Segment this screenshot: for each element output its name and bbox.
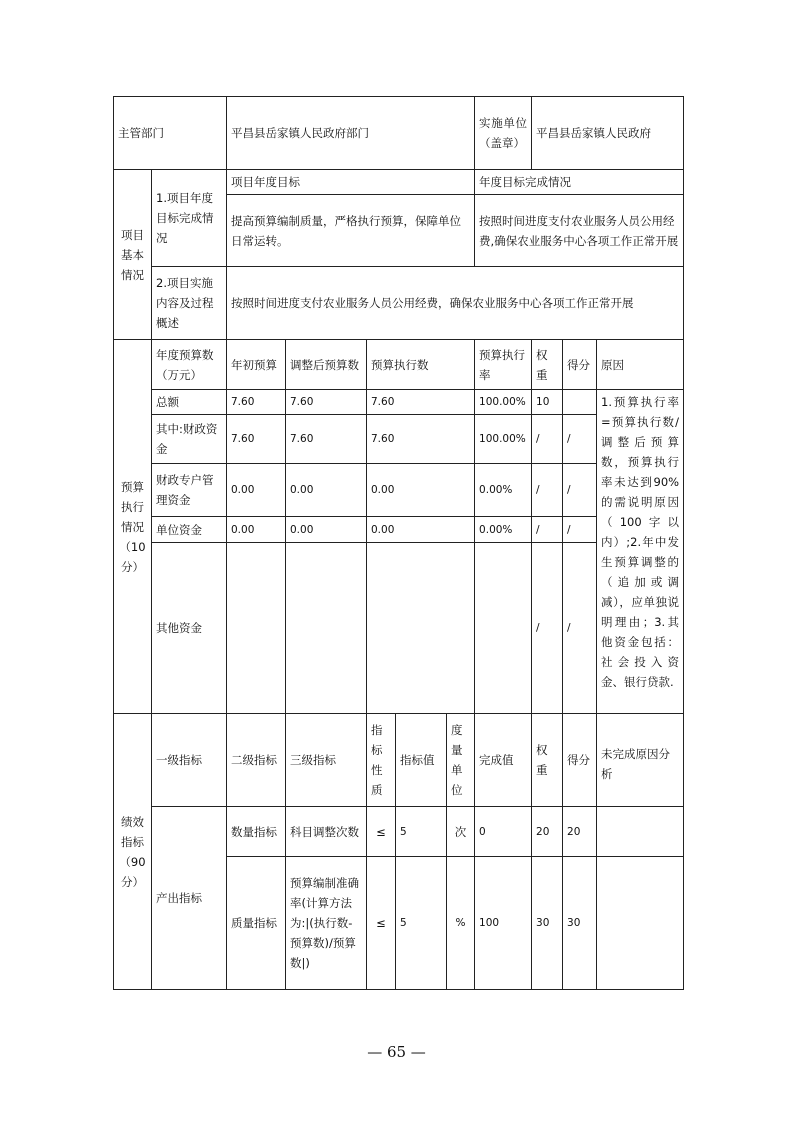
- row-label: 总额: [152, 390, 227, 415]
- level2-value: 质量指标: [227, 857, 286, 990]
- weight-value: /: [532, 415, 563, 464]
- weight-value: 20: [532, 807, 563, 857]
- perf-header-actual: 完成值: [475, 714, 532, 807]
- dept-label: 主管部门: [114, 97, 227, 170]
- level2-value: 数量指标: [227, 807, 286, 857]
- score-value: 20: [563, 807, 597, 857]
- adjusted-value: 7.60: [286, 390, 367, 415]
- goal-text: 提高预算编制质量，严格执行预算，保障单位日常运转。: [227, 195, 475, 267]
- initial-value: 7.60: [227, 415, 286, 464]
- row-label: 财政专户管理资金: [152, 464, 227, 517]
- basic-section-label: 项目基本情况: [114, 170, 152, 340]
- level3-value: 科目调整次数: [286, 807, 367, 857]
- score-value: /: [563, 464, 597, 517]
- executed-value: [367, 543, 475, 714]
- weight-value: 10: [532, 390, 563, 415]
- perf-header-score: 得分: [563, 714, 597, 807]
- budget-header-weight: 权重: [532, 340, 563, 390]
- rate-value: 100.00%: [475, 390, 532, 415]
- impl-unit-label: 实施单位（盖章）: [475, 97, 532, 170]
- impl-unit-value: 平昌县岳家镇人民政府: [532, 97, 684, 170]
- weight-value: /: [532, 543, 563, 714]
- target-value: 5: [396, 857, 447, 990]
- row-label: 单位资金: [152, 517, 227, 543]
- executed-value: 0.00: [367, 464, 475, 517]
- perf-header-value: 指标值: [396, 714, 447, 807]
- budget-header-rate: 预算执行率: [475, 340, 532, 390]
- budget-header-score: 得分: [563, 340, 597, 390]
- weight-value: 30: [532, 857, 563, 990]
- score-value: /: [563, 543, 597, 714]
- executed-value: 0.00: [367, 517, 475, 543]
- perf-header-reason: 未完成原因分析: [597, 714, 684, 807]
- initial-value: [227, 543, 286, 714]
- weight-value: /: [532, 464, 563, 517]
- perf-header-level2: 二级指标: [227, 714, 286, 807]
- budget-reason-note: 1.预算执行率=预算执行数/调整后预算数，预算执行率未达到90%的需说明原因（100字以内）;2.年中发生预算调整的（追加或调减），应单独说明理由；3.其他资金包括：社会投入资金、银行贷款.: [597, 390, 684, 714]
- level3-value: 预算编制准确率(计算方法为:|(执行数-预算数)/预算数|): [286, 857, 367, 990]
- rate-value: [475, 543, 532, 714]
- actual-value: 0: [475, 807, 532, 857]
- initial-value: 7.60: [227, 390, 286, 415]
- reason-value: [597, 857, 684, 990]
- rate-value: 0.00%: [475, 517, 532, 543]
- dept-value: 平昌县岳家镇人民政府部门: [227, 97, 475, 170]
- perf-row-quantity: [114, 807, 684, 857]
- budget-header-executed: 预算执行数: [367, 340, 475, 390]
- budget-section-label: 预算执行情况（10分）: [114, 340, 152, 714]
- performance-evaluation-table: [113, 96, 684, 990]
- nature-value: ≤: [367, 857, 396, 990]
- weight-value: /: [532, 517, 563, 543]
- actual-value: 100: [475, 857, 532, 990]
- perf-header-level3: 三级指标: [286, 714, 367, 807]
- completion-text: 按照时间进度支付农业服务人员公用经费,确保农业服务中心各项工作正常开展: [475, 195, 684, 267]
- process-text: 按照时间进度支付农业服务人员公用经费，确保农业服务中心各项工作正常开展: [227, 267, 684, 340]
- executed-value: 7.60: [367, 390, 475, 415]
- budget-header-annual: 年度预算数（万元）: [152, 340, 227, 390]
- target-value: 5: [396, 807, 447, 857]
- page-number: — 65 —: [367, 1043, 426, 1061]
- unit-value: 次: [447, 807, 475, 857]
- rate-value: 0.00%: [475, 464, 532, 517]
- score-value: 30: [563, 857, 597, 990]
- perf-header-weight: 权重: [532, 714, 563, 807]
- perf-header-unit: 度量单位: [447, 714, 475, 807]
- initial-value: 0.00: [227, 464, 286, 517]
- rate-value: 100.00%: [475, 415, 532, 464]
- adjusted-value: 7.60: [286, 415, 367, 464]
- performance-section-label: 绩效指标（90分）: [114, 714, 152, 990]
- score-value: /: [563, 517, 597, 543]
- goal-col2-header: 年度目标完成情况: [475, 170, 684, 195]
- nature-value: ≤: [367, 807, 396, 857]
- perf-header-nature: 指标性质: [367, 714, 396, 807]
- output-indicator-label: 产出指标: [152, 807, 227, 990]
- unit-value: %: [447, 857, 475, 990]
- goal-label: 1.项目年度目标完成情况: [152, 170, 227, 267]
- score-value: /: [563, 415, 597, 464]
- adjusted-value: 0.00: [286, 464, 367, 517]
- executed-value: 7.60: [367, 415, 475, 464]
- score-value: [563, 390, 597, 415]
- budget-row-total: [114, 390, 684, 415]
- row-label: 其中:财政资金: [152, 415, 227, 464]
- budget-header-reason: 原因: [597, 340, 684, 390]
- goal-col1-header: 项目年度目标: [227, 170, 475, 195]
- reason-value: [597, 807, 684, 857]
- process-label: 2.项目实施内容及过程概述: [152, 267, 227, 340]
- budget-header-adjusted: 调整后预算数: [286, 340, 367, 390]
- initial-value: 0.00: [227, 517, 286, 543]
- budget-header-initial: 年初预算: [227, 340, 286, 390]
- adjusted-value: 0.00: [286, 517, 367, 543]
- row-label: 其他资金: [152, 543, 227, 714]
- perf-header-level1: 一级指标: [152, 714, 227, 807]
- adjusted-value: [286, 543, 367, 714]
